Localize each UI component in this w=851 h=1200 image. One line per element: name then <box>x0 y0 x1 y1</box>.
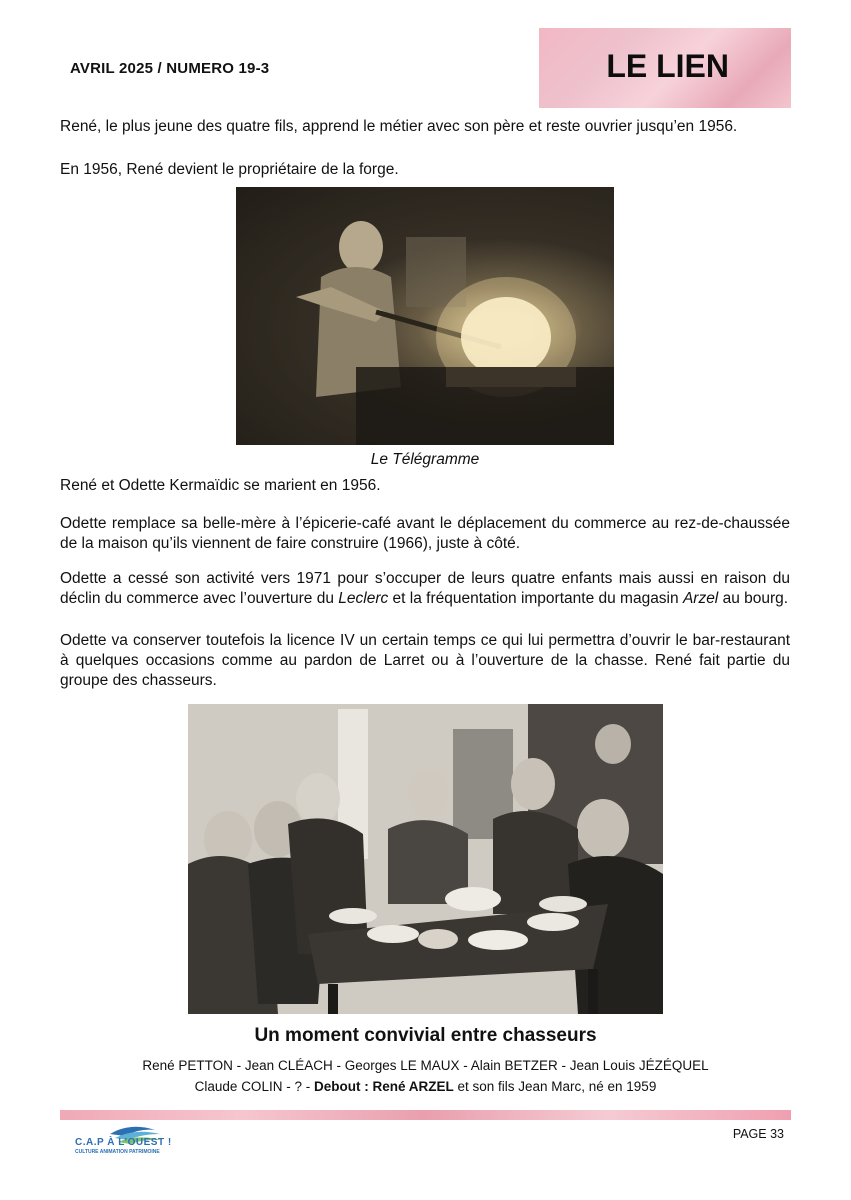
names-line-2 <box>0 1076 851 1097</box>
paragraph-5-text-a: Odette a cessé son activité vers 1971 pour s’occuper de leurs quatre enfants mais aussi en raison du déclin du commerce avec l’ouverture du <box>60 570 790 607</box>
logo-text: C.A.P À L’OUEST ! <box>75 1137 172 1148</box>
photo-title: Un moment convivial entre chasseurs <box>254 1025 597 1046</box>
issue-date: AVRIL 2025 / NUMERO 19-3 <box>70 60 270 77</box>
header-title-box <box>539 28 791 108</box>
paragraph-5-text-e: au bourg. <box>718 590 789 607</box>
paragraph-1: René, le plus jeune des quatre fils, apprend le métier avec son père et reste ouvrier jusqu’en 1956. <box>60 118 738 135</box>
paragraph-5-text-c: et la fréquentation importante du magasin <box>388 590 683 607</box>
names-line-2-c: et son fils Jean Marc, né en 1959 <box>453 1079 657 1094</box>
arzel-name: Arzel <box>682 590 719 607</box>
names-line-1: René PETTON - Jean CLÉACH - Georges LE MAUX - Alain BETZER - Jean Louis JÉZÉQUEL <box>142 1058 709 1073</box>
paragraph-2: En 1956, René devient le propriétaire de la forge. <box>60 161 399 178</box>
leclerc-name: Leclerc <box>338 590 389 607</box>
paragraph-5 <box>60 569 790 609</box>
standing-label: Debout : René ARZEL <box>313 1079 454 1094</box>
names-line-2-a: Claude COLIN - ? - <box>194 1079 314 1094</box>
paragraph-6: Odette va conserver toutefois la licence IV un certain temps ce qui lui permettra d’ouvrir le bar-restaurant à quelques occasions comme au pardon de Larret ou à l’ouverture de la chasse. René fait partie du groupe des chasseurs. <box>60 632 790 689</box>
photo-credit: Le Télégramme <box>370 451 480 468</box>
hunters-photo <box>188 704 663 1014</box>
paragraph-3: René et Odette Kermaïdic se marient en 1956. <box>60 477 381 494</box>
forge-photo <box>236 187 614 445</box>
publication-title: LE LIEN <box>606 48 729 84</box>
page-number: PAGE 33 <box>732 1127 784 1141</box>
paragraph-4: Odette remplace sa belle-mère à l’épicerie-café avant le déplacement du commerce au rez-de-chaussée de la maison qu’ils viennent de faire construire (1966), juste à côté. <box>60 515 790 552</box>
footer-divider <box>60 1110 791 1120</box>
logo-subtitle: CULTURE ANIMATION PATRIMOINE <box>75 1149 160 1155</box>
